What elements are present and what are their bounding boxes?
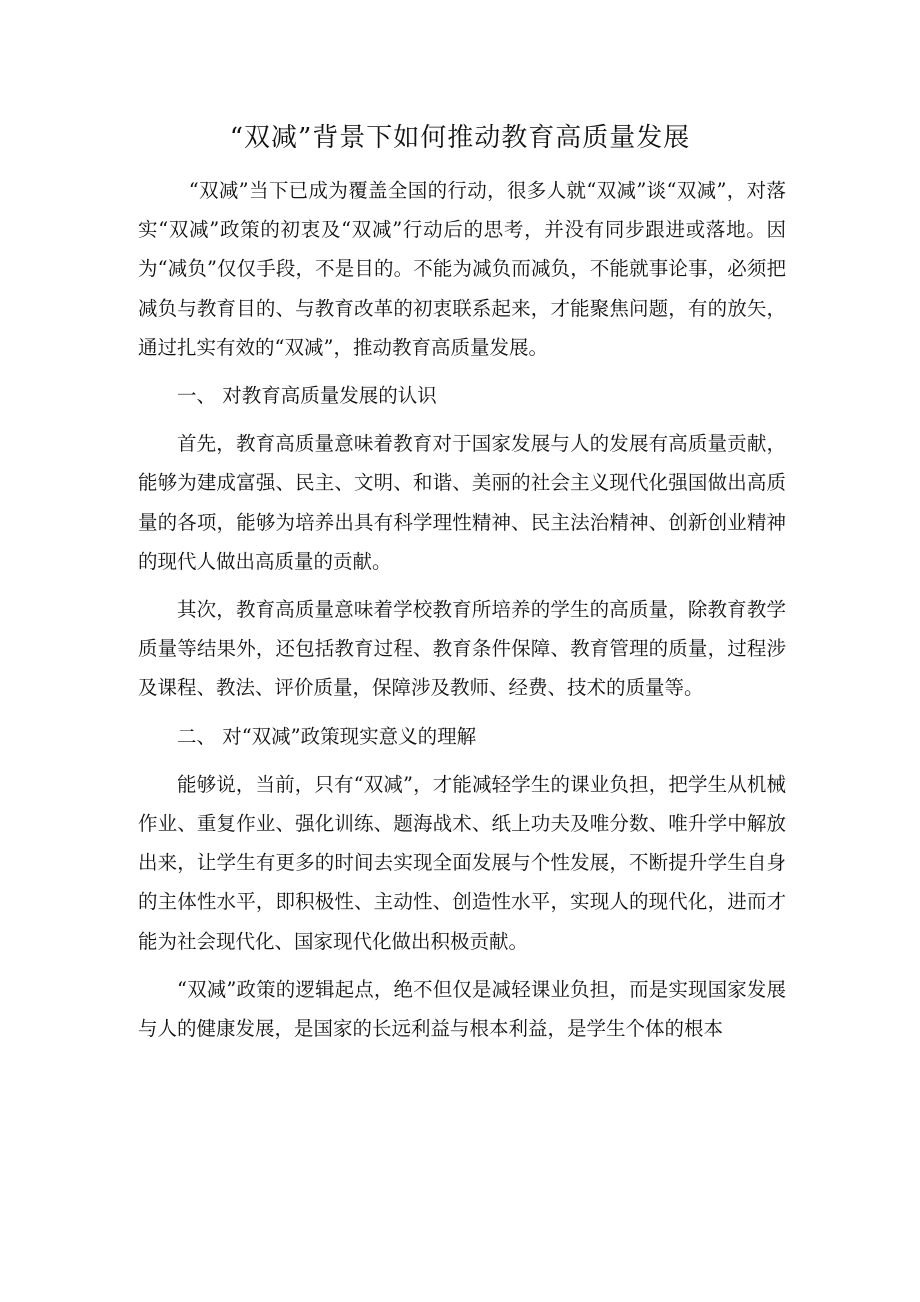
section-heading-2: 二、 对“双减”政策现实意义的理解: [177, 724, 477, 748]
body-paragraph: “双减”政策的逻辑起点，绝不但仅是减轻课业负担，而是实现国家发展与人的健康发展，是国家的长远利益与根本利益，是学生个体的根本: [138, 977, 786, 1041]
document-body: [138, 171, 786, 1057]
body-paragraph: 其次，教育高质量意味着学校教育所培养的学生的高质量，除教育教学质量等结果外，还包括教育过程、教育条件保障、教育管理的质量，过程涉及课程、教法、评价质量，保障涉及教师、经费、技术的质量等。: [138, 598, 786, 700]
intro-paragraph: “双减”当下已成为覆盖全国的行动，很多人就“双减”谈“双减”，对落实“双减”政策的初衷及“双减”行动后的思考，并没有同步跟进或落地。因为“减负”仅仅手段，不是目的。不能为减负而减负，不能就事论事，必须把减负与教育目的、与教育改革的初衷联系起来，才能聚焦问题，有的放矢，通过扎实有效的“双减”，推动教育高质量发展。: [138, 179, 786, 359]
body-paragraph: 能够说，当前，只有“双减”，才能减轻学生的课业负担，把学生从机械作业、重复作业、强化训练、题海战术、纸上功夫及唯分数、唯升学中解放出来，让学生有更多的时间去实现全面发展与个性发展，不断提升学生自身的主体性水平，即积极性、主动性、创造性水平，实现人的现代化，进而才能为社会现代化、国家现代化做出积极贡献。: [138, 772, 786, 953]
document-title: “双减”背景下如何推动教育高质量发展: [229, 123, 691, 153]
section-heading-1: 一、 对教育高质量发展的认识: [177, 384, 437, 408]
body-paragraph: 首先，教育高质量意味着教育对于国家发展与人的发展有高质量贡献，能够为建成富强、民主、文明、和谐、美丽的社会主义现代化强国做出高质量的各项，能够为培养出具有科学理性精神、民主法治精神、创新创业精神的现代人做出高质量的贡献。: [138, 432, 786, 573]
